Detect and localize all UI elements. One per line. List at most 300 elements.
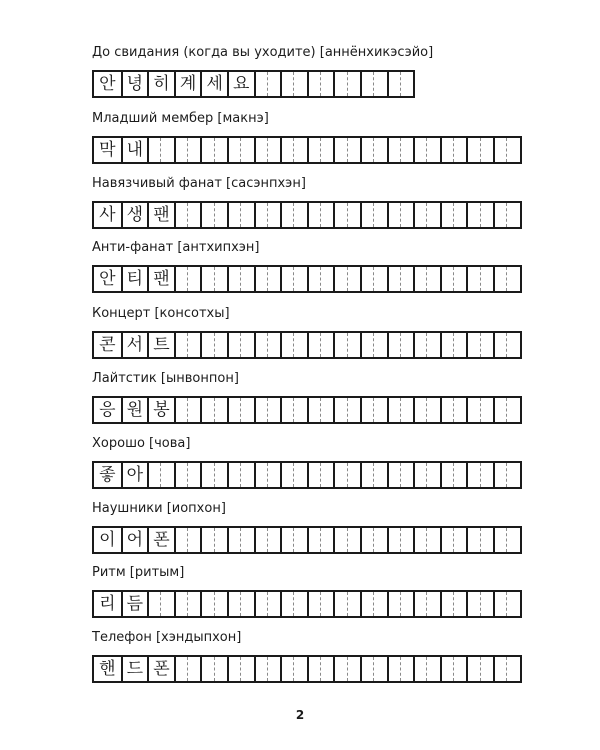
practice-half-right — [374, 267, 386, 291]
practice-half-left — [149, 592, 161, 616]
practice-half-right — [481, 203, 493, 227]
practice-half-left — [335, 72, 347, 96]
practice-cell — [174, 528, 201, 552]
hangul-syllable: 세 — [206, 73, 223, 94]
practice-cell — [307, 333, 334, 357]
practice-cell — [493, 333, 520, 357]
hangul-syllable: 폰 — [153, 529, 170, 550]
practice-half-left — [282, 528, 294, 552]
practice-half-left — [335, 657, 347, 681]
practice-half-right — [348, 72, 360, 96]
practice-half-left — [442, 333, 454, 357]
writing-grid — [92, 461, 522, 489]
practice-cell — [200, 267, 227, 291]
syllable-cell — [121, 267, 148, 291]
practice-cell — [174, 138, 201, 162]
practice-half-right — [348, 333, 360, 357]
practice-cell — [147, 138, 174, 162]
practice-half-left — [282, 657, 294, 681]
practice-cell — [254, 203, 281, 227]
practice-half-right — [321, 267, 333, 291]
practice-half-right — [454, 463, 466, 487]
practice-cell — [440, 463, 467, 487]
practice-cell — [227, 203, 254, 227]
practice-half-right — [348, 657, 360, 681]
practice-cell — [227, 267, 254, 291]
practice-cell — [227, 463, 254, 487]
practice-half-right — [215, 138, 227, 162]
syllable-cell — [121, 203, 148, 227]
practice-half-right — [348, 398, 360, 422]
practice-half-right — [427, 657, 439, 681]
practice-half-right — [507, 203, 519, 227]
practice-cell — [466, 528, 493, 552]
practice-half-right — [268, 203, 280, 227]
syllable-cell — [94, 72, 121, 96]
syllable-cell — [147, 398, 174, 422]
practice-half-right — [161, 138, 173, 162]
practice-cell — [360, 72, 387, 96]
practice-cell — [307, 203, 334, 227]
practice-half-left — [202, 333, 214, 357]
practice-half-left — [415, 657, 427, 681]
hangul-syllable: 티 — [126, 268, 144, 289]
practice-half-right — [427, 592, 439, 616]
practice-cell — [200, 203, 227, 227]
practice-half-left — [202, 592, 214, 616]
practice-half-left — [282, 138, 294, 162]
entry-label: Лайтстик [ынвонпон] — [92, 371, 239, 386]
practice-half-left — [176, 528, 188, 552]
practice-half-left — [495, 398, 507, 422]
practice-half-right — [427, 463, 439, 487]
practice-cell — [280, 398, 307, 422]
syllable-cell — [94, 138, 121, 162]
practice-half-right — [294, 528, 306, 552]
practice-half-right — [374, 72, 386, 96]
syllable-cell — [200, 72, 227, 96]
practice-half-left — [415, 463, 427, 487]
practice-half-left — [176, 657, 188, 681]
practice-half-left — [415, 138, 427, 162]
hangul-syllable: 응 — [99, 399, 116, 420]
hangul-syllable: 팬 — [153, 268, 170, 289]
syllable-cell — [121, 528, 148, 552]
practice-half-left — [415, 333, 427, 357]
practice-half-right — [374, 463, 386, 487]
practice-cell — [387, 592, 414, 616]
practice-half-right — [268, 267, 280, 291]
practice-half-left — [468, 592, 480, 616]
practice-cell — [413, 592, 440, 616]
practice-half-left — [362, 267, 374, 291]
practice-half-left — [335, 398, 347, 422]
practice-half-left — [389, 333, 401, 357]
practice-cell — [413, 657, 440, 681]
practice-half-left — [229, 203, 241, 227]
practice-half-left — [362, 528, 374, 552]
practice-cell — [413, 138, 440, 162]
practice-half-right — [507, 657, 519, 681]
practice-cell — [333, 138, 360, 162]
hangul-syllable: 폰 — [153, 658, 170, 679]
hangul-syllable: 서 — [126, 334, 144, 355]
practice-half-left — [442, 592, 454, 616]
practice-half-right — [454, 528, 466, 552]
practice-half-right — [507, 267, 519, 291]
practice-cell — [307, 528, 334, 552]
practice-half-left — [282, 333, 294, 357]
syllable-cell — [94, 203, 121, 227]
practice-cell — [466, 657, 493, 681]
practice-half-right — [241, 657, 253, 681]
practice-half-left — [176, 592, 188, 616]
syllable-cell — [94, 657, 121, 681]
practice-half-right — [454, 138, 466, 162]
syllable-cell — [94, 267, 121, 291]
practice-cell — [466, 333, 493, 357]
practice-half-right — [374, 138, 386, 162]
practice-cell — [227, 528, 254, 552]
practice-cell — [360, 398, 387, 422]
practice-cell — [413, 267, 440, 291]
syllable-cell — [147, 333, 174, 357]
practice-half-left — [282, 72, 294, 96]
practice-cell — [200, 333, 227, 357]
practice-half-left — [415, 528, 427, 552]
practice-half-right — [241, 463, 253, 487]
practice-cell — [360, 528, 387, 552]
practice-cell — [333, 463, 360, 487]
practice-cell — [387, 463, 414, 487]
practice-cell — [333, 657, 360, 681]
practice-half-right — [294, 592, 306, 616]
practice-half-right — [268, 398, 280, 422]
hangul-syllable: 드 — [126, 658, 144, 679]
practice-half-right — [507, 528, 519, 552]
practice-cell — [360, 592, 387, 616]
practice-half-left — [282, 267, 294, 291]
practice-cell — [333, 592, 360, 616]
practice-cell — [333, 72, 360, 96]
practice-half-right — [268, 333, 280, 357]
practice-half-left — [256, 203, 268, 227]
practice-cell — [280, 72, 307, 96]
hangul-syllable: 막 — [99, 139, 116, 160]
hangul-syllable: 이 — [99, 529, 116, 550]
hangul-syllable: 아 — [126, 464, 144, 485]
hangul-syllable: 콘 — [99, 334, 116, 355]
practice-half-left — [468, 333, 480, 357]
entry-label: Наушники [иопхон] — [92, 501, 226, 516]
practice-half-right — [401, 203, 413, 227]
practice-cell — [333, 203, 360, 227]
practice-half-right — [481, 592, 493, 616]
practice-cell — [280, 528, 307, 552]
practice-half-right — [294, 72, 306, 96]
practice-half-right — [427, 203, 439, 227]
practice-cell — [360, 138, 387, 162]
practice-half-left — [335, 203, 347, 227]
practice-half-right — [427, 398, 439, 422]
syllable-cell — [147, 203, 174, 227]
practice-half-left — [362, 463, 374, 487]
practice-half-right — [401, 267, 413, 291]
practice-half-right — [427, 138, 439, 162]
practice-half-left — [495, 528, 507, 552]
practice-half-left — [362, 398, 374, 422]
practice-cell — [254, 657, 281, 681]
practice-half-left — [495, 333, 507, 357]
practice-cell — [333, 398, 360, 422]
practice-half-right — [294, 267, 306, 291]
practice-half-right — [321, 398, 333, 422]
hangul-syllable: 계 — [179, 73, 197, 94]
practice-half-left — [468, 528, 480, 552]
practice-half-right — [321, 203, 333, 227]
syllable-cell — [147, 267, 174, 291]
practice-half-right — [321, 592, 333, 616]
practice-cell — [466, 463, 493, 487]
practice-cell — [174, 333, 201, 357]
practice-cell — [387, 657, 414, 681]
practice-half-right — [215, 333, 227, 357]
practice-half-left — [256, 72, 268, 96]
practice-cell — [360, 657, 387, 681]
practice-half-left — [229, 592, 241, 616]
practice-half-left — [309, 138, 321, 162]
practice-half-left — [149, 463, 161, 487]
practice-half-right — [161, 463, 173, 487]
practice-half-left — [442, 203, 454, 227]
practice-cell — [493, 203, 520, 227]
hangul-syllable: 리 — [99, 593, 116, 614]
practice-half-left — [202, 267, 214, 291]
practice-half-left — [309, 657, 321, 681]
practice-half-right — [401, 463, 413, 487]
practice-cell — [307, 267, 334, 291]
practice-cell — [360, 333, 387, 357]
writing-grid — [92, 331, 522, 359]
practice-cell — [387, 333, 414, 357]
practice-half-right — [215, 592, 227, 616]
practice-half-right — [401, 333, 413, 357]
practice-cell — [280, 138, 307, 162]
entry-label: Младший мембер [макнэ] — [92, 111, 269, 126]
practice-half-right — [401, 138, 413, 162]
practice-half-right — [401, 72, 413, 96]
practice-half-right — [215, 267, 227, 291]
practice-cell — [440, 398, 467, 422]
practice-half-right — [188, 138, 200, 162]
practice-half-right — [215, 528, 227, 552]
practice-cell — [174, 203, 201, 227]
practice-cell — [413, 528, 440, 552]
syllable-cell — [147, 657, 174, 681]
practice-half-right — [241, 203, 253, 227]
practice-cell — [254, 398, 281, 422]
practice-cell — [466, 203, 493, 227]
practice-cell — [307, 398, 334, 422]
practice-half-right — [401, 528, 413, 552]
practice-cell — [440, 267, 467, 291]
practice-cell — [280, 657, 307, 681]
entry-label: До свидания (когда вы уходите) [аннёнхикэсэйо] — [92, 45, 434, 60]
practice-cell — [280, 333, 307, 357]
practice-half-right — [507, 333, 519, 357]
practice-half-right — [348, 592, 360, 616]
practice-half-left — [176, 398, 188, 422]
practice-half-right — [374, 657, 386, 681]
hangul-syllable: 봉 — [153, 399, 170, 420]
practice-half-right — [215, 203, 227, 227]
practice-half-right — [294, 138, 306, 162]
practice-half-left — [282, 203, 294, 227]
syllable-cell — [121, 398, 148, 422]
practice-half-left — [442, 267, 454, 291]
practice-cell — [493, 398, 520, 422]
syllable-cell — [94, 398, 121, 422]
practice-cell — [174, 463, 201, 487]
practice-half-left — [282, 592, 294, 616]
practice-half-right — [454, 592, 466, 616]
practice-half-right — [374, 398, 386, 422]
practice-half-right — [241, 333, 253, 357]
practice-half-left — [362, 72, 374, 96]
practice-half-right — [507, 592, 519, 616]
practice-half-left — [282, 463, 294, 487]
practice-half-right — [188, 203, 200, 227]
syllable-cell — [121, 592, 148, 616]
practice-half-right — [241, 592, 253, 616]
hangul-syllable: 히 — [153, 73, 170, 94]
entry-label: Концерт [консотхы] — [92, 306, 230, 321]
practice-cell — [227, 657, 254, 681]
practice-half-right — [241, 528, 253, 552]
practice-cell — [254, 72, 281, 96]
practice-half-left — [309, 267, 321, 291]
practice-half-right — [268, 72, 280, 96]
practice-half-right — [294, 333, 306, 357]
practice-cell — [493, 528, 520, 552]
practice-half-right — [294, 398, 306, 422]
practice-cell — [333, 267, 360, 291]
practice-cell — [440, 528, 467, 552]
practice-half-left — [256, 463, 268, 487]
practice-half-right — [268, 592, 280, 616]
practice-cell — [440, 203, 467, 227]
practice-half-right — [374, 203, 386, 227]
practice-half-left — [335, 592, 347, 616]
syllable-cell — [227, 72, 254, 96]
practice-cell — [387, 267, 414, 291]
practice-cell — [200, 138, 227, 162]
syllable-cell — [147, 72, 174, 96]
practice-half-right — [241, 138, 253, 162]
practice-half-right — [321, 138, 333, 162]
practice-cell — [440, 333, 467, 357]
practice-half-right — [321, 333, 333, 357]
practice-cell — [413, 398, 440, 422]
practice-half-right — [348, 463, 360, 487]
practice-cell — [227, 333, 254, 357]
practice-half-right — [268, 463, 280, 487]
practice-half-right — [215, 463, 227, 487]
practice-half-right — [427, 267, 439, 291]
practice-half-left — [309, 592, 321, 616]
practice-half-left — [309, 398, 321, 422]
syllable-cell — [147, 528, 174, 552]
hangul-syllable: 듬 — [126, 593, 144, 614]
practice-half-left — [389, 528, 401, 552]
hangul-syllable: 요 — [233, 73, 250, 94]
practice-half-right — [401, 398, 413, 422]
practice-cell — [254, 528, 281, 552]
practice-cell — [254, 333, 281, 357]
practice-half-right — [454, 657, 466, 681]
hangul-syllable: 원 — [126, 399, 144, 420]
practice-half-left — [309, 463, 321, 487]
practice-half-left — [442, 398, 454, 422]
practice-half-left — [468, 267, 480, 291]
practice-half-left — [149, 138, 161, 162]
practice-half-right — [374, 333, 386, 357]
hangul-syllable: 안 — [99, 268, 116, 289]
practice-cell — [227, 592, 254, 616]
page-number: 2 — [295, 708, 305, 722]
practice-cell — [387, 138, 414, 162]
practice-half-left — [309, 203, 321, 227]
practice-half-right — [321, 72, 333, 96]
practice-half-left — [415, 267, 427, 291]
practice-half-right — [481, 138, 493, 162]
practice-half-right — [507, 398, 519, 422]
practice-cell — [280, 267, 307, 291]
practice-half-right — [401, 657, 413, 681]
practice-half-right — [454, 333, 466, 357]
practice-cell — [387, 203, 414, 227]
practice-half-left — [495, 138, 507, 162]
syllable-cell — [174, 72, 201, 96]
syllable-cell — [94, 463, 121, 487]
practice-half-left — [468, 657, 480, 681]
writing-grid — [92, 396, 522, 424]
practice-half-left — [389, 267, 401, 291]
entry-label: Анти-фанат [антхипхэн] — [92, 240, 260, 255]
practice-half-right — [215, 398, 227, 422]
practice-cell — [254, 138, 281, 162]
writing-grid — [92, 590, 522, 618]
practice-half-right — [188, 463, 200, 487]
practice-half-left — [389, 138, 401, 162]
practice-cell — [493, 138, 520, 162]
practice-cell — [307, 72, 334, 96]
practice-half-right — [454, 398, 466, 422]
practice-half-right — [348, 528, 360, 552]
syllable-cell — [121, 657, 148, 681]
practice-half-left — [256, 657, 268, 681]
syllable-cell — [121, 72, 148, 96]
practice-cell — [254, 267, 281, 291]
practice-cell — [280, 203, 307, 227]
practice-cell — [493, 592, 520, 616]
practice-half-left — [389, 592, 401, 616]
practice-half-right — [268, 528, 280, 552]
practice-half-left — [202, 463, 214, 487]
practice-half-right — [348, 267, 360, 291]
practice-half-left — [176, 138, 188, 162]
practice-half-left — [256, 592, 268, 616]
